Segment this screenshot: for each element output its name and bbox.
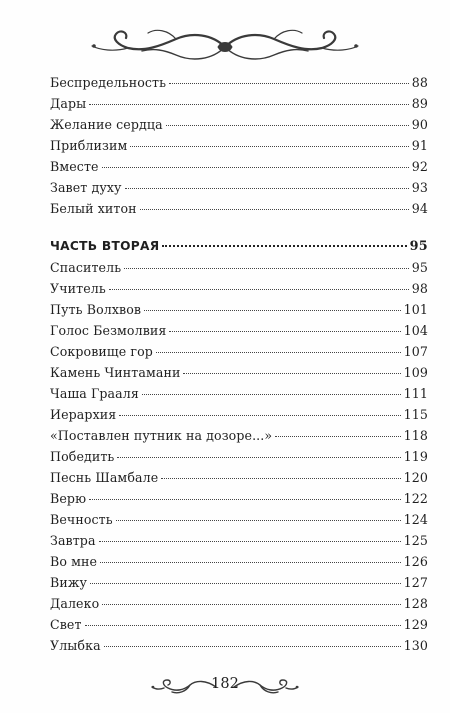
toc-entry-title: Иерархия [50, 407, 117, 422]
toc-entry-page: 130 [403, 638, 428, 653]
dot-leader [124, 268, 409, 269]
toc-entry-title: Песнь Шамбале [50, 470, 159, 485]
toc-entry[interactable] [50, 96, 428, 117]
toc-entry-page: 109 [403, 365, 428, 380]
toc-entry-title: Чаша Грааля [50, 386, 139, 401]
dot-leader [85, 625, 401, 626]
toc-entry-page: 88 [411, 75, 428, 90]
toc-entry[interactable] [50, 449, 428, 470]
flourish-divider-icon [84, 24, 366, 70]
dot-leader [156, 352, 401, 353]
dot-leader [119, 415, 400, 416]
dot-leader [142, 394, 401, 395]
dot-leader [100, 562, 401, 563]
toc-entry-title: Голос Безмолвия [50, 323, 167, 338]
toc-entry-page: 124 [403, 512, 428, 527]
dot-leader [117, 457, 400, 458]
page-number: 182 [211, 676, 239, 692]
toc-entry-page: 122 [403, 491, 428, 506]
toc-entry-title: Вместе [50, 159, 99, 174]
dot-leader [275, 436, 400, 437]
toc-entry-page: 93 [411, 180, 428, 195]
dot-leader [89, 104, 409, 105]
toc-entry-page: 89 [411, 96, 428, 111]
toc-entry-page: 127 [403, 575, 428, 590]
toc-entry-title: Желание сердца [50, 117, 163, 132]
toc-entry[interactable] [50, 117, 428, 138]
toc-entry-title: Вечность [50, 512, 113, 527]
toc-entry-title: Белый хитон [50, 201, 137, 216]
toc-entry[interactable] [50, 491, 428, 512]
dot-leader [104, 646, 401, 647]
toc-entry[interactable] [50, 533, 428, 554]
toc-entry[interactable] [50, 386, 428, 407]
toc-entry-page: 125 [403, 533, 428, 548]
toc-entry[interactable] [50, 365, 428, 386]
toc-entry-title: Дары [50, 96, 87, 111]
dot-leader [169, 331, 400, 332]
toc-entry[interactable] [50, 260, 428, 281]
toc-entry[interactable] [50, 470, 428, 491]
dot-leader [89, 499, 401, 500]
dot-leader [125, 188, 409, 189]
toc-part-heading[interactable] [50, 239, 428, 260]
toc-entry-title: Вижу [50, 575, 88, 590]
toc-entry[interactable] [50, 407, 428, 428]
toc-entry-title: Далеко [50, 596, 100, 611]
toc-entry[interactable] [50, 159, 428, 180]
dot-leader [102, 167, 409, 168]
dot-leader [169, 83, 409, 84]
toc-entry[interactable] [50, 281, 428, 302]
table-of-contents [50, 75, 428, 659]
toc-entry[interactable] [50, 512, 428, 533]
toc-entry[interactable] [50, 138, 428, 159]
toc-entry[interactable] [50, 201, 428, 222]
toc-entry-title: Сокровище гор [50, 344, 153, 359]
toc-entry[interactable] [50, 302, 428, 323]
toc-entry-page: 98 [411, 281, 428, 296]
toc-entry[interactable] [50, 617, 428, 638]
toc-entry-page: 104 [403, 323, 428, 338]
dot-leader [109, 289, 409, 290]
toc-entry-title: «Поставлен путник на дозоре...» [50, 428, 273, 443]
toc-entry-title: Путь Волхвов [50, 302, 142, 317]
dot-leader [99, 541, 401, 542]
toc-entry[interactable] [50, 75, 428, 96]
toc-entry[interactable] [50, 180, 428, 201]
toc-entry-page: 126 [403, 554, 428, 569]
toc-entry-title: Свет [50, 617, 82, 632]
toc-entry[interactable] [50, 638, 428, 659]
toc-entry[interactable] [50, 575, 428, 596]
dot-leader [90, 583, 401, 584]
toc-entry-title: Победить [50, 449, 115, 464]
flourish-right-icon [232, 678, 300, 696]
dot-leader [140, 209, 409, 210]
dot-leader [183, 373, 400, 374]
toc-entry-title: Завет духу [50, 180, 122, 195]
toc-entry-page: 95 [411, 260, 428, 275]
dot-leader [144, 310, 401, 311]
toc-entry-page: 111 [403, 386, 428, 401]
dot-leader [166, 125, 409, 126]
toc-entry[interactable] [50, 344, 428, 365]
toc-entry-page: 90 [411, 117, 428, 132]
toc-entry-page: 115 [403, 407, 428, 422]
toc-entry-title: Спаситель [50, 260, 122, 275]
toc-entry-page: 120 [403, 470, 428, 485]
toc-part-title: ЧАСТЬ ВТОРАЯ [50, 239, 160, 253]
toc-entry[interactable] [50, 323, 428, 344]
toc-entry-title: Приблизим [50, 138, 128, 153]
toc-entry[interactable] [50, 554, 428, 575]
toc-entry-page: 94 [411, 201, 428, 216]
section-spacer [50, 222, 428, 239]
toc-entry-title: Учитель [50, 281, 106, 296]
toc-entry-page: 91 [411, 138, 428, 153]
toc-entry-title: Улыбка [50, 638, 101, 653]
toc-entry-page: 128 [403, 596, 428, 611]
toc-entry[interactable] [50, 596, 428, 617]
dot-leader [130, 146, 408, 147]
toc-entry-page: 101 [403, 302, 428, 317]
dot-leader [161, 478, 400, 479]
dot-leader [116, 520, 401, 521]
page-footer [0, 674, 450, 702]
toc-entry[interactable] [50, 428, 428, 449]
toc-entry-title: Завтра [50, 533, 96, 548]
toc-entry-title: Верю [50, 491, 87, 506]
dot-leader [102, 604, 400, 605]
toc-part-page: 95 [409, 239, 428, 254]
toc-entry-title: Беспредельность [50, 75, 167, 90]
toc-entry-title: Камень Чинтамани [50, 365, 181, 380]
toc-entry-page: 118 [403, 428, 428, 443]
toc-entry-page: 119 [403, 449, 428, 464]
toc-entry-title: Во мне [50, 554, 98, 569]
toc-entry-page: 107 [403, 344, 428, 359]
toc-entry-page: 92 [411, 159, 428, 174]
toc-entry-page: 129 [403, 617, 428, 632]
dot-leader [162, 245, 406, 247]
